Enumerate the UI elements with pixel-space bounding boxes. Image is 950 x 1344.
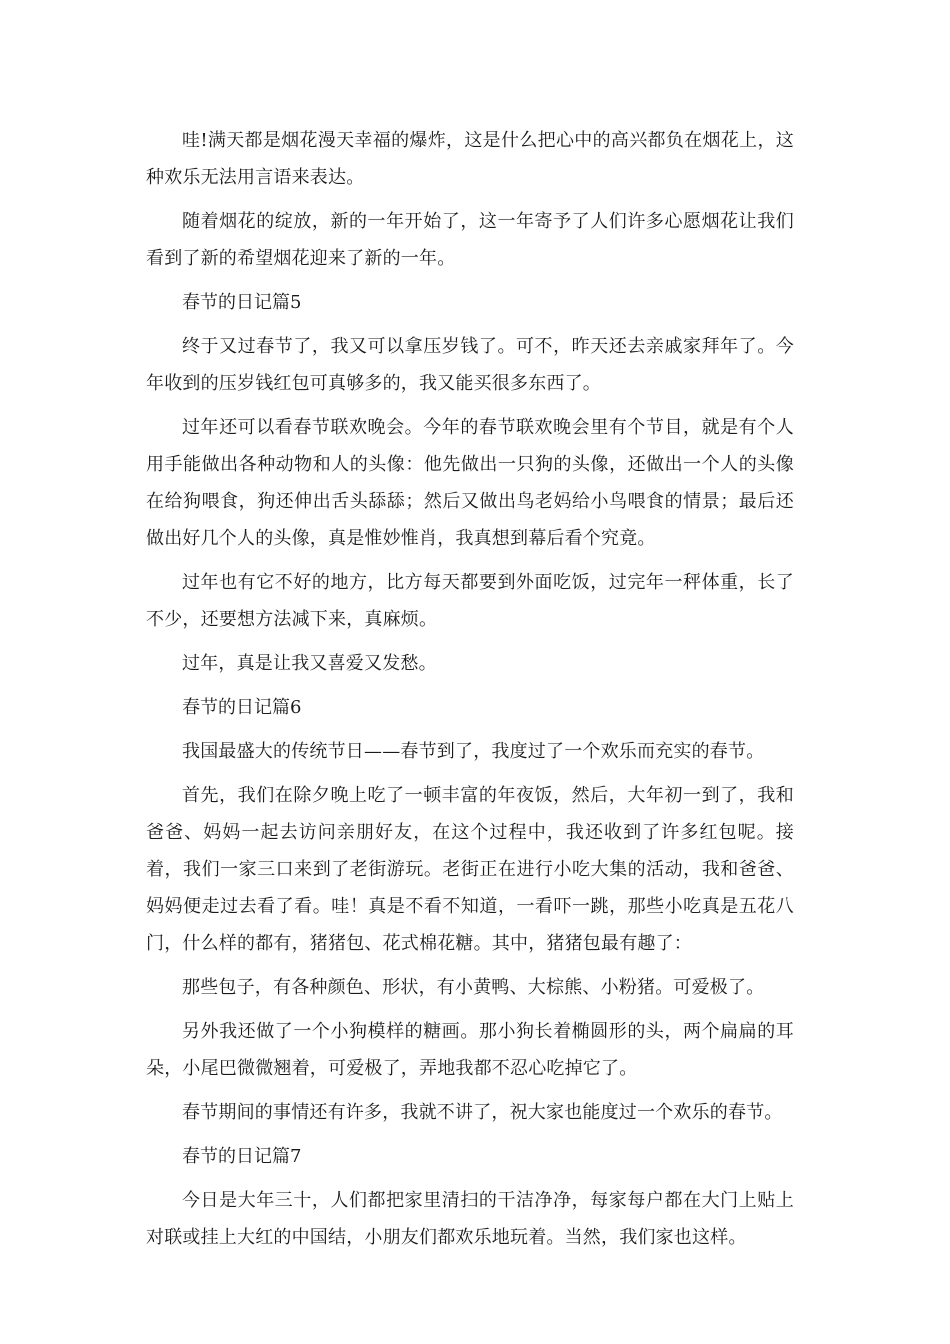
paragraph: 今日是大年三十，人们都把家里清扫的干洁净净，每家每户都在大门上贴上对联或挂上大红的中国结，小朋友们都欢乐地玩着。当然，我们家也这样。 bbox=[146, 1190, 794, 1248]
paragraph: 过年，真是让我又喜爱又发愁。 bbox=[182, 653, 437, 674]
section-heading: 春节的日记篇5 bbox=[182, 292, 302, 313]
document-page bbox=[146, 122, 794, 1263]
paragraph: 另外我还做了一个小狗模样的糖画。那小狗长着椭圆形的头，两个扁扁的耳朵，小尾巴微微翘着，可爱极了，弄地我都不忍心吃掉它了。 bbox=[146, 1021, 794, 1079]
section-heading: 春节的日记篇6 bbox=[182, 697, 302, 718]
paragraph: 哇!满天都是烟花漫天幸福的爆炸，这是什么把心中的高兴都负在烟花上，这种欢乐无法用言语来表达。 bbox=[146, 130, 794, 188]
paragraph: 过年也有它不好的地方，比方每天都要到外面吃饭，过完年一秤体重，长了不少，还要想方法减下来，真麻烦。 bbox=[146, 572, 794, 630]
paragraph: 终于又过春节了，我又可以拿压岁钱了。可不，昨天还去亲戚家拜年了。今年收到的压岁钱红包可真够多的，我又能买很多东西了。 bbox=[146, 336, 794, 394]
paragraph: 过年还可以看春节联欢晚会。今年的春节联欢晚会里有个节目，就是有个人用手能做出各种动物和人的头像：他先做出一只狗的头像，还做出一个人的头像在给狗喂食，狗还伸出舌头舔舔；然后又做出鸟老妈给小鸟喂食的情景；最后还做出好几个人的头像，真是惟妙惟肖，我真想到幕后看个究竟。 bbox=[146, 417, 794, 549]
paragraph: 春节期间的事情还有许多，我就不讲了，祝大家也能度过一个欢乐的春节。 bbox=[182, 1102, 783, 1123]
paragraph: 那些包子，有各种颜色、形状，有小黄鸭、大棕熊、小粉猪。可爱极了。 bbox=[182, 977, 765, 998]
paragraph: 随着烟花的绽放，新的一年开始了，这一年寄予了人们许多心愿烟花让我们看到了新的希望烟花迎来了新的一年。 bbox=[146, 211, 794, 269]
paragraph: 我国最盛大的传统节日——春节到了，我度过了一个欢乐而充实的春节。 bbox=[182, 741, 765, 762]
section-heading: 春节的日记篇7 bbox=[182, 1146, 302, 1167]
paragraph: 首先，我们在除夕晚上吃了一顿丰富的年夜饭，然后，大年初一到了，我和爸爸、妈妈一起去访问亲朋好友，在这个过程中，我还收到了许多红包呢。接着，我们一家三口来到了老街游玩。老街正在进行小吃大集的活动，我和爸爸、妈妈便走过去看了看。哇！真是不看不知道，一看吓一跳，那些小吃真是五花八门，什么样的都有，猪猪包、花式棉花糖。其中，猪猪包最有趣了： bbox=[146, 785, 794, 954]
